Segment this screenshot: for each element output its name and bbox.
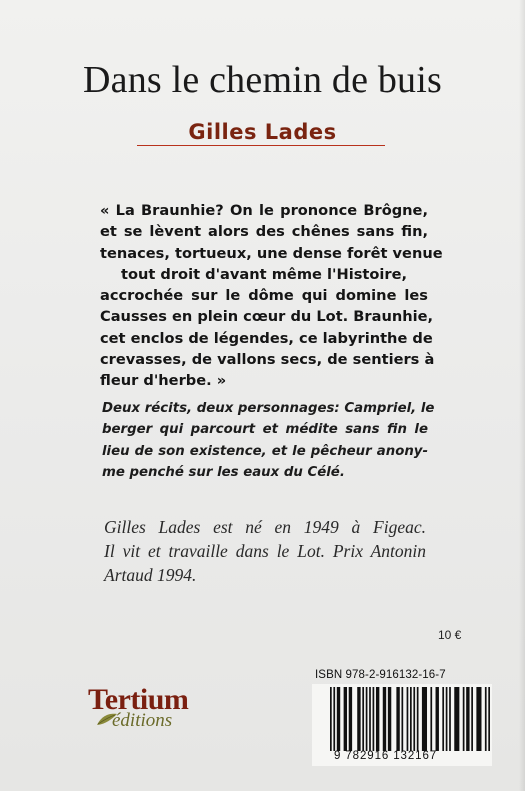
quote-line: accrochée sur le dôme qui domine les: [100, 287, 428, 305]
barcode-bar: [485, 687, 487, 751]
quote-line: cet enclos de légendes, ce labyrinthe de: [100, 329, 433, 347]
summary-line: me penché sur les eaux du Célé.: [102, 465, 345, 481]
barcode-bar: [471, 687, 473, 751]
barcode-bar: [407, 687, 409, 751]
summary-line: berger qui parcourt et médite sans fin le: [102, 422, 428, 438]
publisher-name: Tertium: [88, 683, 189, 716]
price-label: 10 €: [438, 628, 462, 642]
barcode-bar: [349, 687, 352, 751]
book-title: Dans le chemin de buis: [83, 59, 442, 101]
summary-block: [102, 398, 435, 484]
bio-line: Artaud 1994.: [104, 565, 197, 586]
barcode-bar: [369, 687, 371, 751]
barcode-bar: [401, 687, 403, 751]
publisher-subtitle: éditions: [112, 710, 173, 731]
barcode-bar: [446, 687, 448, 751]
barcode-bar: [454, 687, 459, 751]
bio-line: Gilles Lades est né en 1949 à Figeac.: [104, 517, 426, 537]
barcode-bar: [330, 687, 332, 751]
summary-line: lieu de son existence, et le pêcheur anony-: [102, 443, 428, 459]
barcode-bar: [333, 687, 335, 751]
barcode-bar: [366, 687, 368, 751]
quote-line: fleur d'herbe. »: [100, 372, 227, 390]
barcode-bar: [436, 687, 439, 751]
quote-block: [100, 200, 443, 392]
barcode-bar: [410, 687, 412, 751]
quote-line: « La Braunhie? On le prononce Brôgne,: [100, 202, 428, 219]
bio-line: Il vit et travaille dans le Lot. Prix Antonin: [104, 541, 426, 562]
barcode-bar: [373, 687, 375, 751]
barcode-bar: [337, 687, 340, 751]
summary-line: Deux récits, deux personnages: Campriel, le: [102, 401, 435, 416]
barcode-bar: [463, 687, 465, 751]
barcode-bar: [442, 687, 444, 751]
publisher-logo: [88, 683, 214, 735]
author-bio: [104, 515, 426, 588]
quote-line: Causses en plein cœur du Lot. Braunhie,: [100, 308, 434, 326]
barcode-bar: [476, 687, 481, 751]
barcode-digits: 9 782916 132167: [334, 750, 438, 762]
barcode-bar: [344, 687, 347, 751]
barcode-bar: [362, 687, 364, 751]
barcode-bar: [417, 687, 419, 751]
barcode-bar: [357, 687, 360, 751]
barcode-bar: [422, 687, 427, 751]
barcode-bar: [413, 687, 415, 751]
quote-line: crevasses, de vallons secs, de sentiers à: [100, 351, 435, 369]
barcode: [330, 687, 490, 751]
barcode-bar: [488, 687, 490, 751]
barcode-bar: [396, 687, 399, 751]
isbn-label: ISBN 978-2-916132-16-7: [315, 669, 446, 681]
cover-edge-shadow: [519, 0, 525, 791]
title-divider: [137, 145, 385, 146]
quote-line: tout droit d'avant même l'Histoire,: [120, 265, 408, 283]
quote-line: et se lèvent alors des chênes sans fin,: [100, 223, 428, 241]
book-author: Gilles Lades: [188, 120, 337, 144]
barcode-bar: [466, 687, 469, 751]
barcode-bar: [449, 687, 451, 751]
barcode-bar: [388, 687, 391, 751]
barcode-bar: [430, 687, 432, 751]
quote-line: tenaces, tortueux, une dense forêt venue: [100, 244, 443, 262]
barcode-bar: [383, 687, 386, 751]
barcode-bar: [376, 687, 379, 751]
